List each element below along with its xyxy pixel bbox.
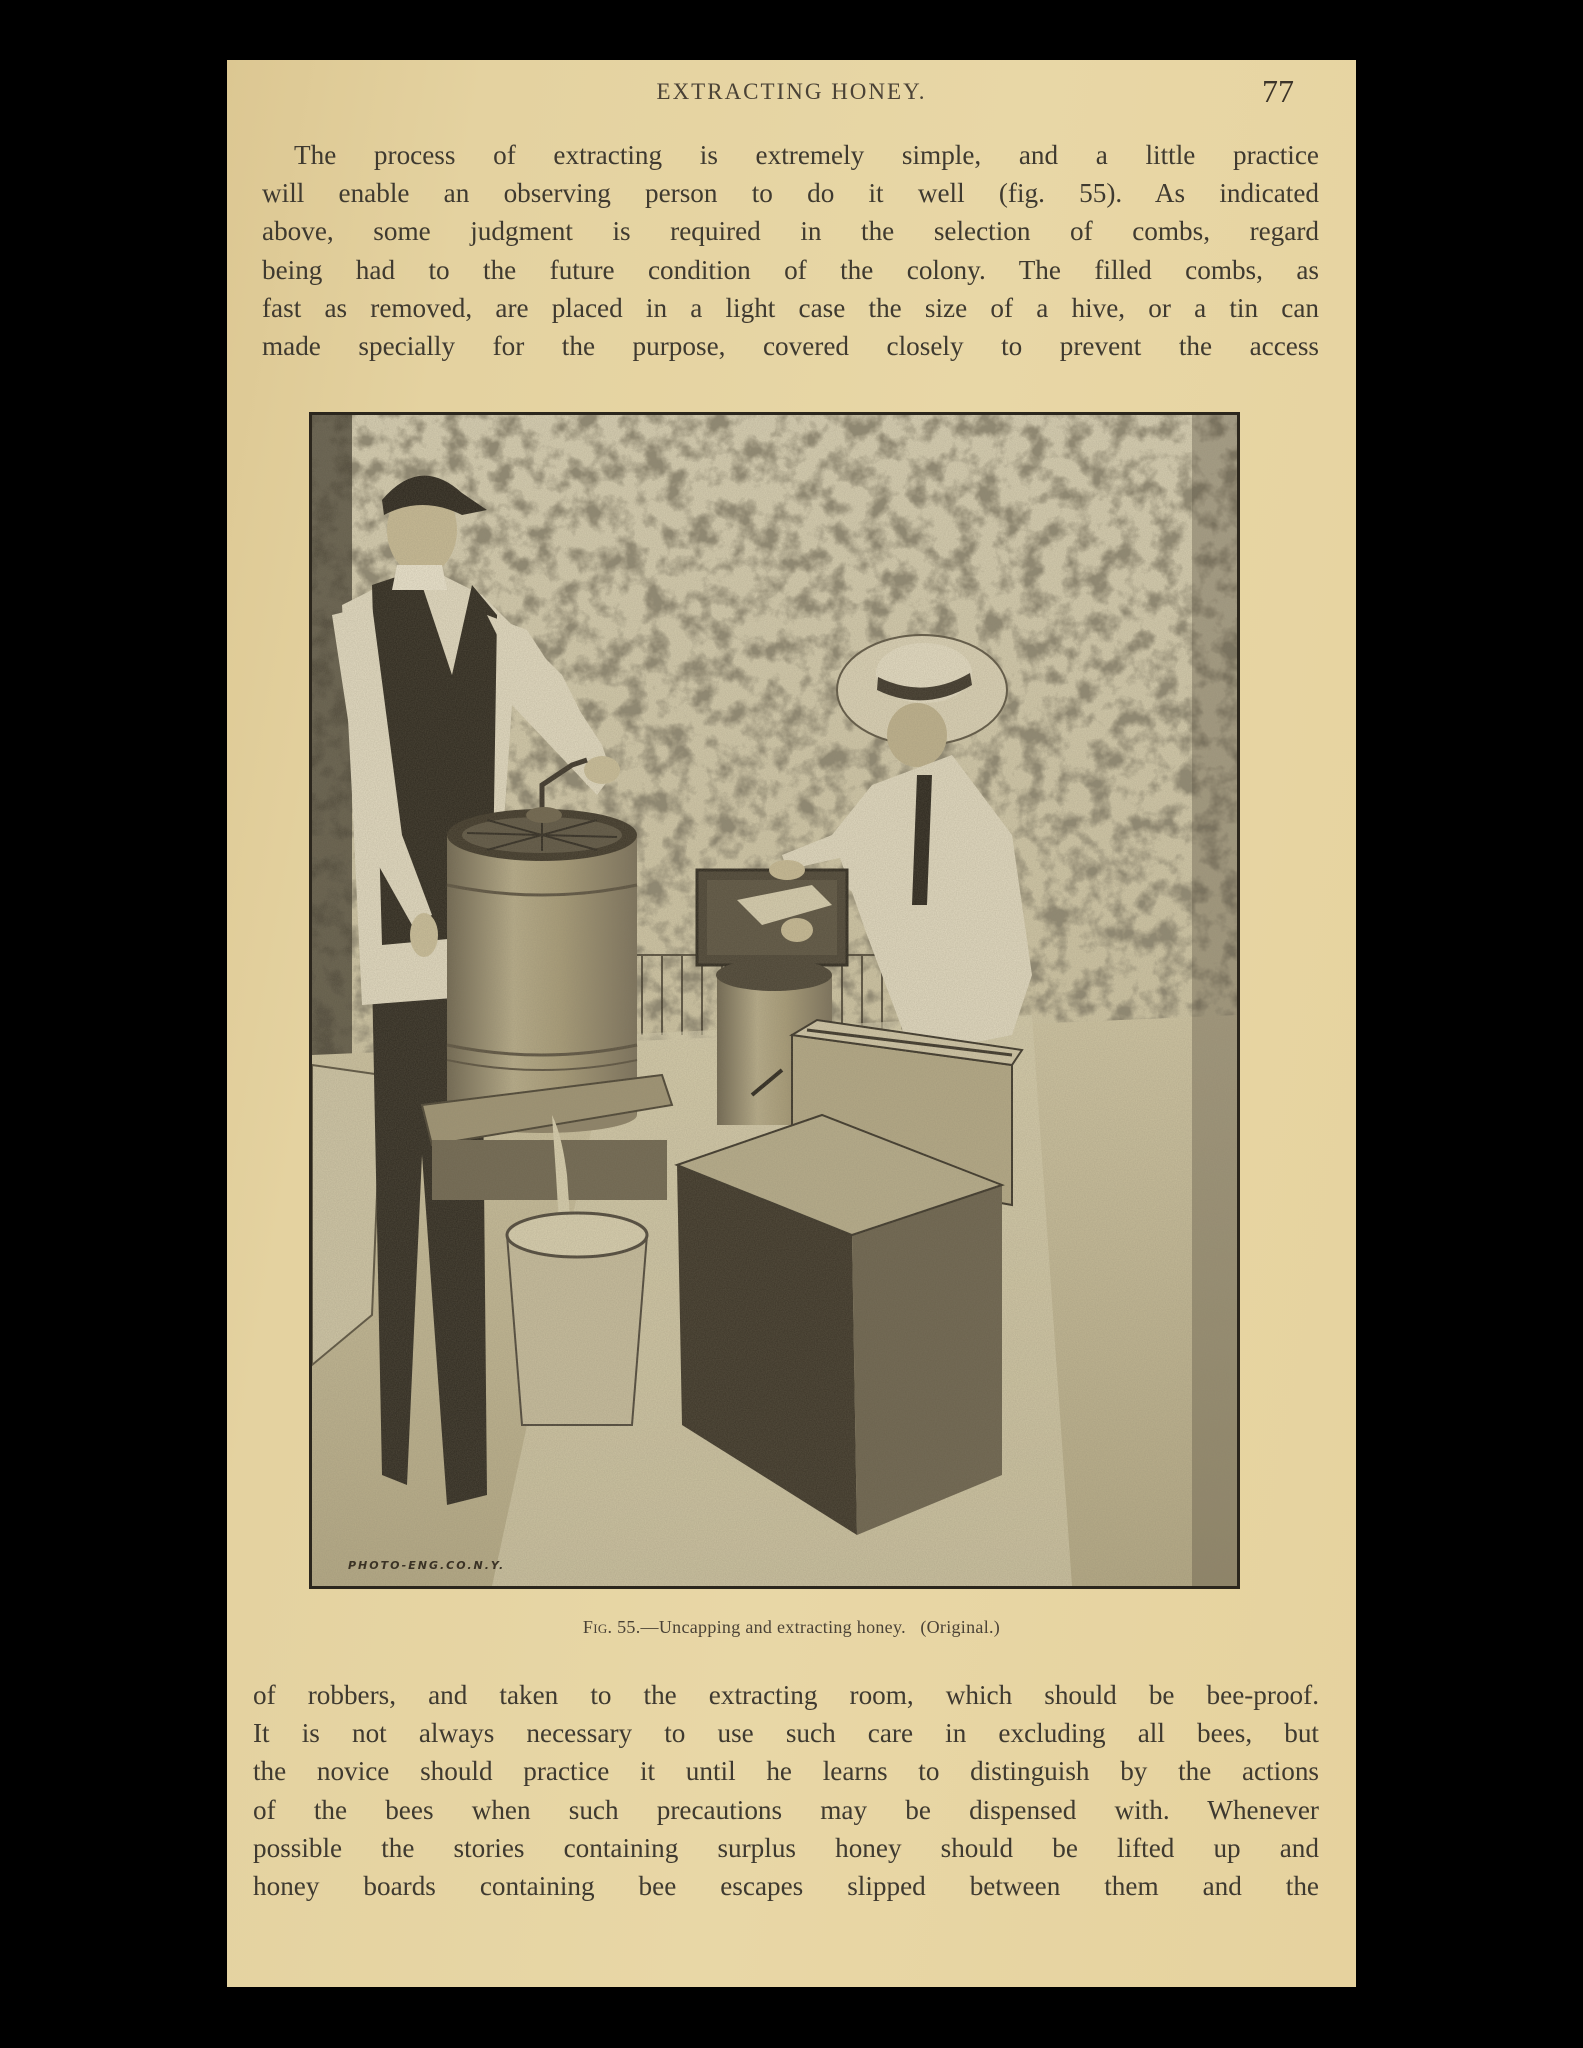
text-line: will enable an observing person to do it well (fig. 55). As indicated (262, 178, 1319, 209)
text-line: being had to the future condition of the colony. The filled combs, as (262, 254, 1319, 285)
book-page (227, 60, 1356, 1987)
text-line: made specially for the purpose, covered closely to prevent the access (262, 330, 1319, 361)
text-line: fast as removed, are placed in a light case the size of a hive, or a tin can (262, 292, 1319, 323)
text-line: of the bees when such precautions may be dispensed with. Whenever (253, 1794, 1319, 1825)
figure-photo-uncapping-extracting (309, 412, 1240, 1589)
engraver-mark: PHOTO-ENG.CO.N.Y. (348, 1559, 506, 1572)
text-line: honey boards containing bee escapes slipped between them and the (253, 1870, 1319, 1901)
caption-text: —Uncapping and extracting honey. (640, 1617, 906, 1637)
text-line: The process of extracting is extremely simple, and a little practice (294, 140, 1319, 170)
text-line: of robbers, and taken to the extracting room, which should be bee-proof. (253, 1680, 1319, 1710)
figure-caption (227, 1617, 1356, 1638)
caption-figure-number: Fig. 55. (582, 1617, 641, 1637)
text-line: the novice should practice it until he learns to distinguish by the actions (253, 1756, 1319, 1787)
text-line: It is not always necessary to use such care in excluding all bees, but (253, 1718, 1319, 1749)
text-line: possible the stories containing surplus honey should be lifted up and (253, 1832, 1319, 1863)
paragraph-top (262, 136, 1319, 365)
page-number: 77 (1262, 73, 1294, 109)
photo-illustration (312, 415, 1237, 1586)
running-head (227, 73, 1356, 109)
text-line: above, some judgment is required in the selection of combs, regard (262, 216, 1319, 247)
running-title: EXTRACTING HONEY. (656, 79, 927, 104)
paragraph-bottom (253, 1676, 1319, 1905)
caption-note: (Original.) (920, 1617, 1001, 1637)
